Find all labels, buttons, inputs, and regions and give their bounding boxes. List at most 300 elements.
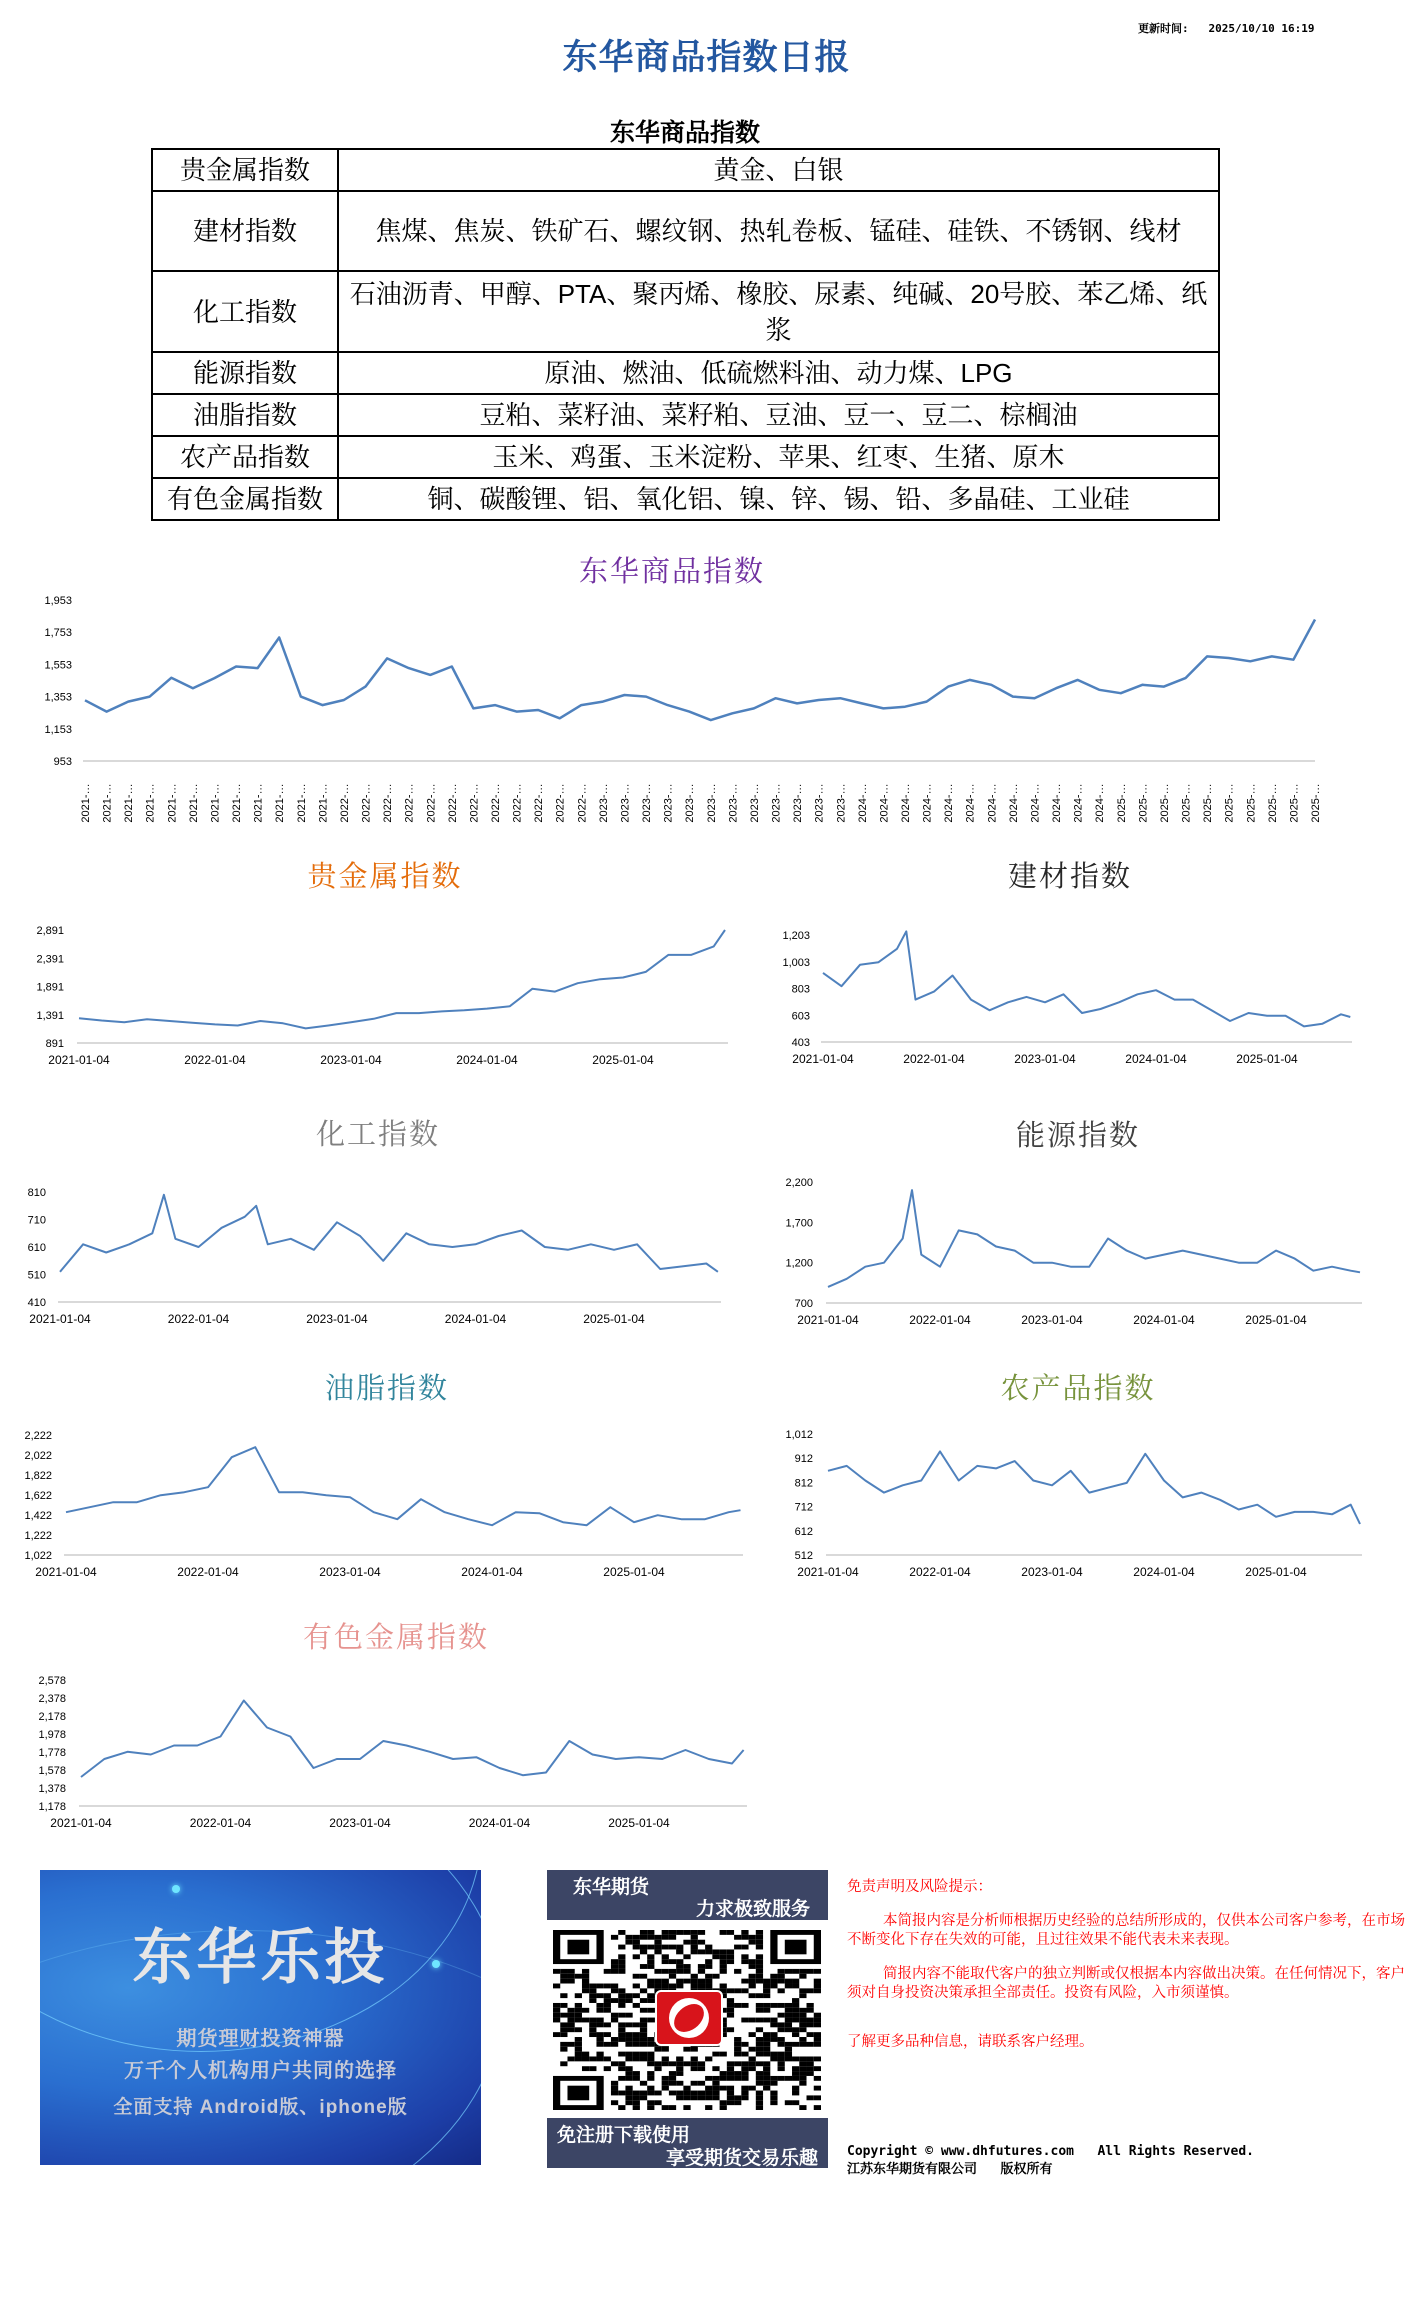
qr-module xyxy=(683,1940,690,1945)
qr-module xyxy=(741,1954,748,1959)
x-tick-label: 2021-… xyxy=(123,783,136,823)
qr-module xyxy=(567,2013,574,2018)
qr-module xyxy=(640,1949,647,1954)
qr-module xyxy=(553,2013,560,2018)
qr-module xyxy=(618,1993,625,1998)
y-tick-label: 1,022 xyxy=(24,1550,52,1562)
qr-module xyxy=(792,2056,799,2061)
x-tick-label: 2025-01-04 xyxy=(1245,1565,1307,1579)
qr-module xyxy=(792,2086,799,2091)
qr-module xyxy=(734,2003,741,2008)
qr-module xyxy=(596,2032,603,2037)
qr-module xyxy=(749,2066,756,2071)
qr-module xyxy=(785,2100,792,2105)
qr-module xyxy=(778,2056,785,2061)
y-tick-label: 1,203 xyxy=(782,930,810,942)
qr-module xyxy=(807,2003,814,2008)
qr-module xyxy=(611,2018,618,2023)
qr-module xyxy=(618,2003,625,2008)
qr-module xyxy=(596,1993,603,1998)
x-tick-label: 2022-… xyxy=(360,783,373,823)
qr-module xyxy=(712,2076,719,2081)
x-tick-label: 2021-… xyxy=(295,783,308,823)
qr-module xyxy=(799,2061,806,2066)
x-tick-label: 2022-01-04 xyxy=(177,1565,239,1579)
qr-module xyxy=(727,2086,734,2091)
x-tick-label: 2024-… xyxy=(943,783,956,823)
banner-line-2: 万千个人机构用户共同的选择 xyxy=(124,2060,397,2082)
x-tick-label: 2023-… xyxy=(641,783,654,823)
qr-module xyxy=(647,1964,654,1969)
qr-module xyxy=(799,2018,806,2023)
y-tick-label: 603 xyxy=(791,1010,810,1023)
y-tick-label: 953 xyxy=(53,756,72,768)
qr-module xyxy=(611,1988,618,1993)
qr-module xyxy=(778,2037,785,2042)
qr-module xyxy=(814,2105,821,2110)
qr-bottom-line-1: 免注册下载使用 xyxy=(557,2125,691,2146)
x-tick-label: 2025-… xyxy=(1288,783,1301,823)
update-value: 2025/10/10 16:19 xyxy=(1208,22,1315,35)
qr-module xyxy=(676,2095,683,2100)
x-tick-label: 2025-… xyxy=(1137,783,1150,823)
qr-module xyxy=(611,2086,618,2091)
qr-module xyxy=(698,2066,705,2071)
qr-module xyxy=(727,2003,734,2008)
qr-module xyxy=(734,1969,741,1974)
y-tick-label: 1,012 xyxy=(785,1429,813,1441)
qr-module xyxy=(596,2056,603,2061)
series-line xyxy=(79,930,725,1028)
qr-module xyxy=(749,1964,756,1969)
qr-module xyxy=(792,2003,799,2008)
qr-module xyxy=(698,1949,705,1954)
qr-bottom-band xyxy=(547,2118,828,2168)
qr-module xyxy=(640,2027,647,2032)
qr-module xyxy=(640,2095,647,2100)
x-tick-label: 2022-… xyxy=(468,783,481,823)
qr-module xyxy=(633,2022,640,2027)
qr-module xyxy=(712,2081,719,2086)
qr-module xyxy=(611,1964,618,1969)
qr-module xyxy=(647,2076,654,2081)
qr-module xyxy=(763,1993,770,1998)
x-tick-label: 2021-… xyxy=(101,783,114,823)
x-tick-label: 2021-01-04 xyxy=(797,1565,859,1579)
qr-module xyxy=(756,2018,763,2023)
qr-module xyxy=(691,2081,698,2086)
qr-module xyxy=(567,1969,574,1974)
index-members: 铜、碳酸锂、铝、氧化铝、镍、锌、锡、铅、多晶硅、工业硅 xyxy=(338,478,1219,520)
qr-module xyxy=(698,1940,705,1945)
qr-module xyxy=(727,2066,734,2071)
y-tick-label: 803 xyxy=(791,983,810,996)
y-tick-label: 891 xyxy=(45,1038,64,1050)
qr-module xyxy=(676,1979,683,1984)
qr-module xyxy=(647,2042,654,2047)
qr-module xyxy=(683,2086,690,2091)
qr-module xyxy=(596,2018,603,2023)
qr-module xyxy=(778,1974,785,1979)
y-tick-label: 2,378 xyxy=(38,1693,66,1705)
qr-module xyxy=(582,2066,589,2071)
qr-module xyxy=(604,2032,611,2037)
qr-module xyxy=(727,1930,734,1935)
qr-module xyxy=(560,2003,567,2008)
qr-module xyxy=(734,1988,741,1993)
qr-module xyxy=(734,2076,741,2081)
qr-module xyxy=(741,2052,748,2057)
qr-module xyxy=(727,2091,734,2096)
series-line xyxy=(85,620,1315,721)
qr-module xyxy=(633,1945,640,1950)
qr-module xyxy=(611,2013,618,2018)
index-category: 贵金属指数 xyxy=(152,149,338,191)
qr-module xyxy=(763,2003,770,2008)
qr-module xyxy=(582,2008,589,2013)
qr-module xyxy=(654,2100,661,2105)
banner-line-3: 全面支持 Android版、iphone版 xyxy=(113,2097,408,2118)
qr-module xyxy=(727,2095,734,2100)
x-tick-label: 2023-… xyxy=(792,783,805,823)
y-tick-label: 2,891 xyxy=(36,925,64,937)
qr-module xyxy=(575,2008,582,2013)
qr-module xyxy=(647,1993,654,1998)
qr-module xyxy=(683,2091,690,2096)
qr-module xyxy=(792,2032,799,2037)
qr-module xyxy=(560,1974,567,1979)
qr-module xyxy=(799,2105,806,2110)
qr-module xyxy=(669,1935,676,1940)
qr-module xyxy=(778,2042,785,2047)
qr-module xyxy=(560,2047,567,2052)
qr-module xyxy=(625,2042,632,2047)
x-tick-label: 2023-… xyxy=(684,783,697,823)
qr-module xyxy=(698,1969,705,1974)
disclaimer-title: 免责声明及风险提示： xyxy=(847,1879,992,1895)
qr-module xyxy=(807,2032,814,2037)
qr-module xyxy=(792,1984,799,1989)
series-line xyxy=(828,1451,1360,1524)
qr-module xyxy=(647,2071,654,2076)
qr-module xyxy=(799,2056,806,2061)
qr-module xyxy=(756,2061,763,2066)
qr-module xyxy=(799,2013,806,2018)
x-tick-label: 2022-… xyxy=(576,783,589,823)
y-tick-label: 912 xyxy=(794,1453,813,1466)
x-tick-label: 2024-01-04 xyxy=(1133,1313,1195,1327)
qr-module xyxy=(778,2066,785,2071)
qr-module xyxy=(814,2013,821,2018)
qr-module xyxy=(560,1993,567,1998)
qr-module xyxy=(676,2071,683,2076)
qr-code-block[interactable] xyxy=(547,1870,828,2168)
x-tick-label: 2025-01-04 xyxy=(608,1816,670,1830)
qr-module xyxy=(604,2008,611,2013)
qr-module xyxy=(596,2022,603,2027)
qr-module xyxy=(625,2095,632,2100)
qr-module xyxy=(596,2052,603,2057)
x-tick-label: 2022-01-04 xyxy=(903,1052,965,1066)
qr-module xyxy=(814,2042,821,2047)
qr-module xyxy=(727,2076,734,2081)
qr-module xyxy=(734,2047,741,2052)
x-tick-label: 2021-… xyxy=(144,783,157,823)
index-category: 能源指数 xyxy=(152,352,338,394)
company-logo-icon xyxy=(655,1990,723,2046)
x-tick-label: 2021-… xyxy=(187,783,200,823)
qr-module xyxy=(604,1969,611,1974)
chart-title: 建材指数 xyxy=(1007,861,1133,893)
qr-module xyxy=(640,1945,647,1950)
qr-module xyxy=(727,2013,734,2018)
qr-module xyxy=(625,2013,632,2018)
qr-module xyxy=(770,2095,777,2100)
x-tick-label: 2023-… xyxy=(727,783,740,823)
qr-module xyxy=(575,2003,582,2008)
qr-module xyxy=(727,1949,734,1954)
qr-module xyxy=(647,2086,654,2091)
qr-module xyxy=(647,1998,654,2003)
qr-module xyxy=(749,1974,756,1979)
x-tick-label: 2022-01-04 xyxy=(909,1313,971,1327)
y-tick-label: 1,553 xyxy=(44,659,72,672)
y-tick-label: 810 xyxy=(27,1187,46,1199)
qr-module xyxy=(720,2100,727,2105)
qr-module xyxy=(618,1954,625,1959)
qr-module xyxy=(741,2018,748,2023)
x-tick-label: 2023-01-04 xyxy=(1021,1565,1083,1579)
qr-module xyxy=(741,2086,748,2091)
x-tick-label: 2023-01-04 xyxy=(306,1312,368,1326)
qr-module xyxy=(705,2091,712,2096)
qr-module xyxy=(792,1969,799,1974)
qr-module xyxy=(705,1974,712,1979)
qr-module xyxy=(582,1979,589,1984)
qr-module xyxy=(756,1930,763,1935)
qr-module xyxy=(640,2056,647,2061)
x-tick-label: 2025-01-04 xyxy=(1236,1052,1298,1066)
qr-module xyxy=(807,1988,814,1993)
qr-module xyxy=(705,2105,712,2110)
y-tick-label: 1,178 xyxy=(38,1801,66,1813)
qr-module xyxy=(734,2042,741,2047)
qr-module xyxy=(799,2022,806,2027)
qr-module xyxy=(763,2032,770,2037)
qr-module xyxy=(763,2081,770,2086)
chart-oils xyxy=(24,1372,743,1579)
x-tick-label: 2023-01-04 xyxy=(1021,1313,1083,1327)
qr-module xyxy=(676,1984,683,1989)
qr-module xyxy=(807,2008,814,2013)
qr-module xyxy=(741,2071,748,2076)
qr-module xyxy=(625,2100,632,2105)
qr-module xyxy=(582,1974,589,1979)
qr-module xyxy=(705,1945,712,1950)
qr-module xyxy=(611,2081,618,2086)
qr-module xyxy=(647,2052,654,2057)
qr-module xyxy=(669,2061,676,2066)
qr-module xyxy=(647,2018,654,2023)
qr-module xyxy=(763,2086,770,2091)
qr-module xyxy=(763,2008,770,2013)
qr-module xyxy=(589,2032,596,2037)
qr-module xyxy=(691,2095,698,2100)
qr-module xyxy=(647,2105,654,2110)
qr-module xyxy=(683,1979,690,1984)
qr-module xyxy=(662,2056,669,2061)
qr-module xyxy=(691,1984,698,1989)
x-tick-label: 2021-… xyxy=(80,783,92,823)
qr-module xyxy=(662,2081,669,2086)
x-tick-label: 2025-… xyxy=(1245,783,1258,823)
qr-module xyxy=(596,2003,603,2008)
qr-module xyxy=(785,1984,792,1989)
qr-module xyxy=(589,1993,596,1998)
qr-module xyxy=(589,2022,596,2027)
qr-module xyxy=(785,2042,792,2047)
qr-module xyxy=(640,1964,647,1969)
qr-module xyxy=(799,2042,806,2047)
qr-module xyxy=(749,2056,756,2061)
qr-module xyxy=(604,2042,611,2047)
qr-module xyxy=(683,2061,690,2066)
chart-title: 化工指数 xyxy=(315,1119,441,1151)
index-members: 玉米、鸡蛋、玉米淀粉、苹果、红枣、生猪、原木 xyxy=(338,436,1219,478)
qr-module xyxy=(691,2066,698,2071)
qr-module xyxy=(611,1969,618,1974)
x-tick-label: 2025-… xyxy=(1310,783,1322,823)
qr-module xyxy=(720,2086,727,2091)
qr-module xyxy=(727,2008,734,2013)
y-tick-label: 403 xyxy=(791,1037,810,1049)
qr-module xyxy=(567,2056,574,2061)
x-tick-label: 2025-… xyxy=(1115,783,1128,823)
qr-module xyxy=(560,2032,567,2037)
qr-module xyxy=(633,1974,640,1979)
qr-module xyxy=(560,2061,567,2066)
qr-module xyxy=(712,1954,719,1959)
qr-module xyxy=(698,2081,705,2086)
qr-module xyxy=(560,2022,567,2027)
x-tick-label: 2024-… xyxy=(1007,783,1020,823)
x-tick-label: 2021-01-04 xyxy=(792,1052,854,1066)
y-tick-label: 1,391 xyxy=(36,1009,64,1022)
qr-module xyxy=(553,1984,560,1989)
qr-module xyxy=(741,1945,748,1950)
qr-module xyxy=(770,2018,777,2023)
x-tick-label: 2021-… xyxy=(252,783,265,823)
x-tick-label: 2023-… xyxy=(705,783,718,823)
qr-module xyxy=(756,1969,763,1974)
qr-module xyxy=(647,1959,654,1964)
qr-module xyxy=(640,2091,647,2096)
qr-module xyxy=(734,2061,741,2066)
qr-top-line-2: 力求极致服务 xyxy=(695,1899,810,1920)
qr-module xyxy=(720,1954,727,1959)
app-promo-banner[interactable] xyxy=(40,1870,481,2165)
qr-module xyxy=(611,2042,618,2047)
qr-finder xyxy=(567,2086,589,2101)
x-tick-label: 2021-… xyxy=(274,783,287,823)
qr-module xyxy=(640,2008,647,2013)
qr-module xyxy=(654,2061,661,2066)
qr-module xyxy=(560,2027,567,2032)
qr-module xyxy=(705,2056,712,2061)
y-tick-label: 1,978 xyxy=(38,1729,66,1741)
qr-module xyxy=(741,2042,748,2047)
qr-module xyxy=(763,1984,770,1989)
qr-module xyxy=(662,2047,669,2052)
qr-module xyxy=(691,1940,698,1945)
x-tick-label: 2024-… xyxy=(921,783,934,823)
qr-module xyxy=(778,2013,785,2018)
qr-module xyxy=(799,1993,806,1998)
qr-module xyxy=(633,2052,640,2057)
qr-module xyxy=(770,1974,777,1979)
qr-module xyxy=(705,1949,712,1954)
qr-module xyxy=(647,1930,654,1935)
qr-module xyxy=(756,2091,763,2096)
qr-module xyxy=(567,2008,574,2013)
qr-module xyxy=(756,2052,763,2057)
y-tick-label: 2,022 xyxy=(24,1450,52,1462)
qr-top-band xyxy=(547,1870,828,1920)
qr-module xyxy=(720,1959,727,1964)
qr-module xyxy=(596,2042,603,2047)
qr-module xyxy=(814,2086,821,2091)
qr-module xyxy=(618,1998,625,2003)
qr-module xyxy=(792,2076,799,2081)
qr-module xyxy=(662,2061,669,2066)
x-tick-label: 2022-… xyxy=(425,783,438,823)
qr-module xyxy=(575,2052,582,2057)
x-tick-label: 2021-01-04 xyxy=(35,1565,97,1579)
qr-module xyxy=(698,2091,705,2096)
qr-module xyxy=(763,2018,770,2023)
qr-module xyxy=(553,1969,560,1974)
x-tick-label: 2023-… xyxy=(770,783,783,823)
qr-module xyxy=(560,2013,567,2018)
qr-module xyxy=(647,1935,654,1940)
qr-module xyxy=(669,2091,676,2096)
qr-module xyxy=(792,1979,799,1984)
qr-module xyxy=(575,2013,582,2018)
qr-module xyxy=(705,2086,712,2091)
qr-module xyxy=(582,2052,589,2057)
qr-module xyxy=(633,1993,640,1998)
qr-module xyxy=(647,2008,654,2013)
qr-module xyxy=(633,2003,640,2008)
x-tick-label: 2023-… xyxy=(597,783,610,823)
qr-module xyxy=(720,1949,727,1954)
x-tick-label: 2025-01-04 xyxy=(603,1565,665,1579)
qr-module xyxy=(647,1984,654,1989)
qr-module xyxy=(604,2056,611,2061)
qr-module xyxy=(582,1988,589,1993)
x-tick-label: 2022-… xyxy=(554,783,567,823)
qr-module xyxy=(625,2037,632,2042)
qr-module xyxy=(792,2091,799,2096)
qr-module xyxy=(712,1949,719,1954)
qr-module xyxy=(625,2032,632,2037)
qr-module xyxy=(814,2076,821,2081)
qr-module xyxy=(683,2047,690,2052)
qr-module xyxy=(741,2061,748,2066)
qr-module xyxy=(669,1969,676,1974)
index-category: 化工指数 xyxy=(152,271,338,352)
y-tick-label: 712 xyxy=(794,1501,813,1514)
